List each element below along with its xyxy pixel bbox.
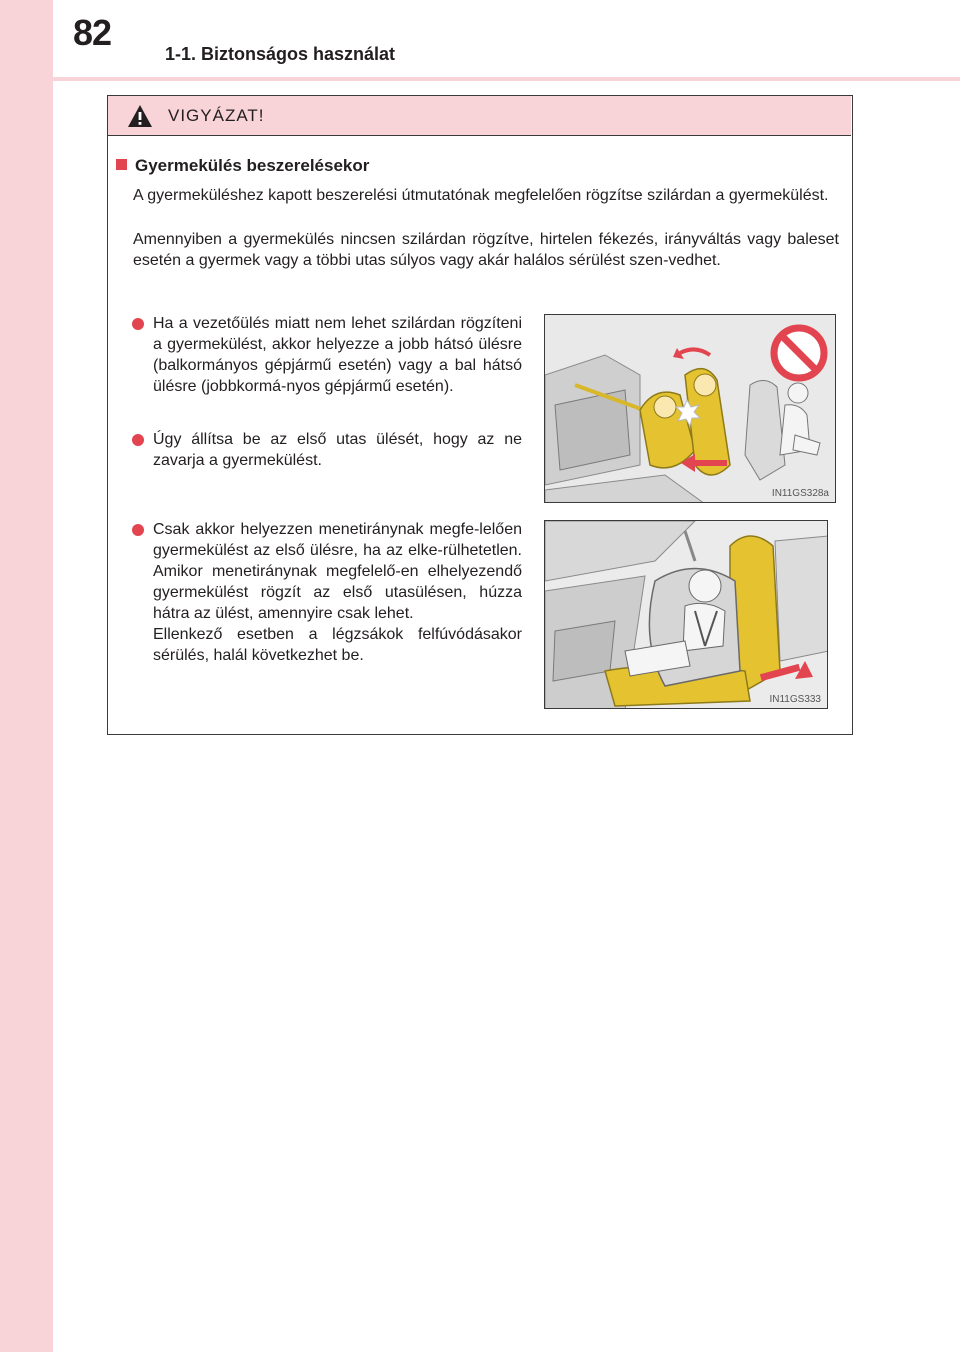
warning-label: VIGYÁZAT! xyxy=(168,106,265,125)
bullet-text: Ha a vezetőülés miatt nem lehet szilárdan rögzíteni a gyermekülést, akkor helyezze a jobb hátsó ülésre (balkormányos gépjármű esetén) vagy a bal hátsó ülésre (jobbkormá-nyos gépjármű esetén). xyxy=(153,315,522,395)
bullet-item xyxy=(132,429,522,471)
page-number: 82 xyxy=(73,12,112,53)
warning-triangle-icon xyxy=(127,104,153,128)
header-divider xyxy=(53,77,960,81)
figure-id: IN11GS333 xyxy=(769,694,821,705)
chapter-title: 1-1. Biztonságos használat xyxy=(165,44,396,64)
side-color-strip xyxy=(0,0,53,1352)
rear-seat-illustration xyxy=(545,315,836,503)
bullet-item xyxy=(132,313,522,397)
section-square-icon xyxy=(116,159,127,170)
bullet-continuation-text: Ellenkező esetben a légzsákok felfúvódásakor sérülés, halál következhet be. xyxy=(153,626,522,664)
bullet-item xyxy=(132,519,522,666)
bullet-text: Úgy állítsa be az első utas ülését, hogy az ne zavarja a gyermekülést. xyxy=(153,431,522,469)
paragraph-consequence: Amennyiben a gyermekülés nincsen szilárdan rögzítve, hirtelen fékezés, irányváltás vagy baleset esetén a gyermek vagy a többi utas súlyos vagy akár halálos sérülést szen-vedhet. xyxy=(133,231,839,269)
front-seat-illustration xyxy=(545,521,828,709)
warning-box xyxy=(107,95,853,735)
page-header xyxy=(53,0,960,80)
warning-header xyxy=(108,96,851,136)
bullet-dot-icon xyxy=(132,434,144,446)
section-heading-text: Gyermekülés beszerelésekor xyxy=(135,156,370,175)
section-heading xyxy=(116,156,369,176)
bullet-text: Csak akkor helyezzen menetiránynak megfe-lelően gyermekülést az első ülésre, ha az elke-rülhetetlen. Amikor menetiránynak megfelelő-en elhelyezendő gyermekülést rögzít az első utasülésen, húzza hátra az ülést, amennyire csak lehet. xyxy=(153,521,522,622)
paragraph-installation: A gyermeküléshez kapott beszerelési útmutatónak megfelelően rögzítse szilárdan a gyermekülést. xyxy=(133,187,829,204)
bullet-dot-icon xyxy=(132,524,144,536)
bullet-dot-icon xyxy=(132,318,144,330)
figure-front-seat-illustration xyxy=(544,520,828,709)
figure-rear-seat-illustration xyxy=(544,314,836,503)
figure-id: IN11GS328a xyxy=(771,488,829,499)
